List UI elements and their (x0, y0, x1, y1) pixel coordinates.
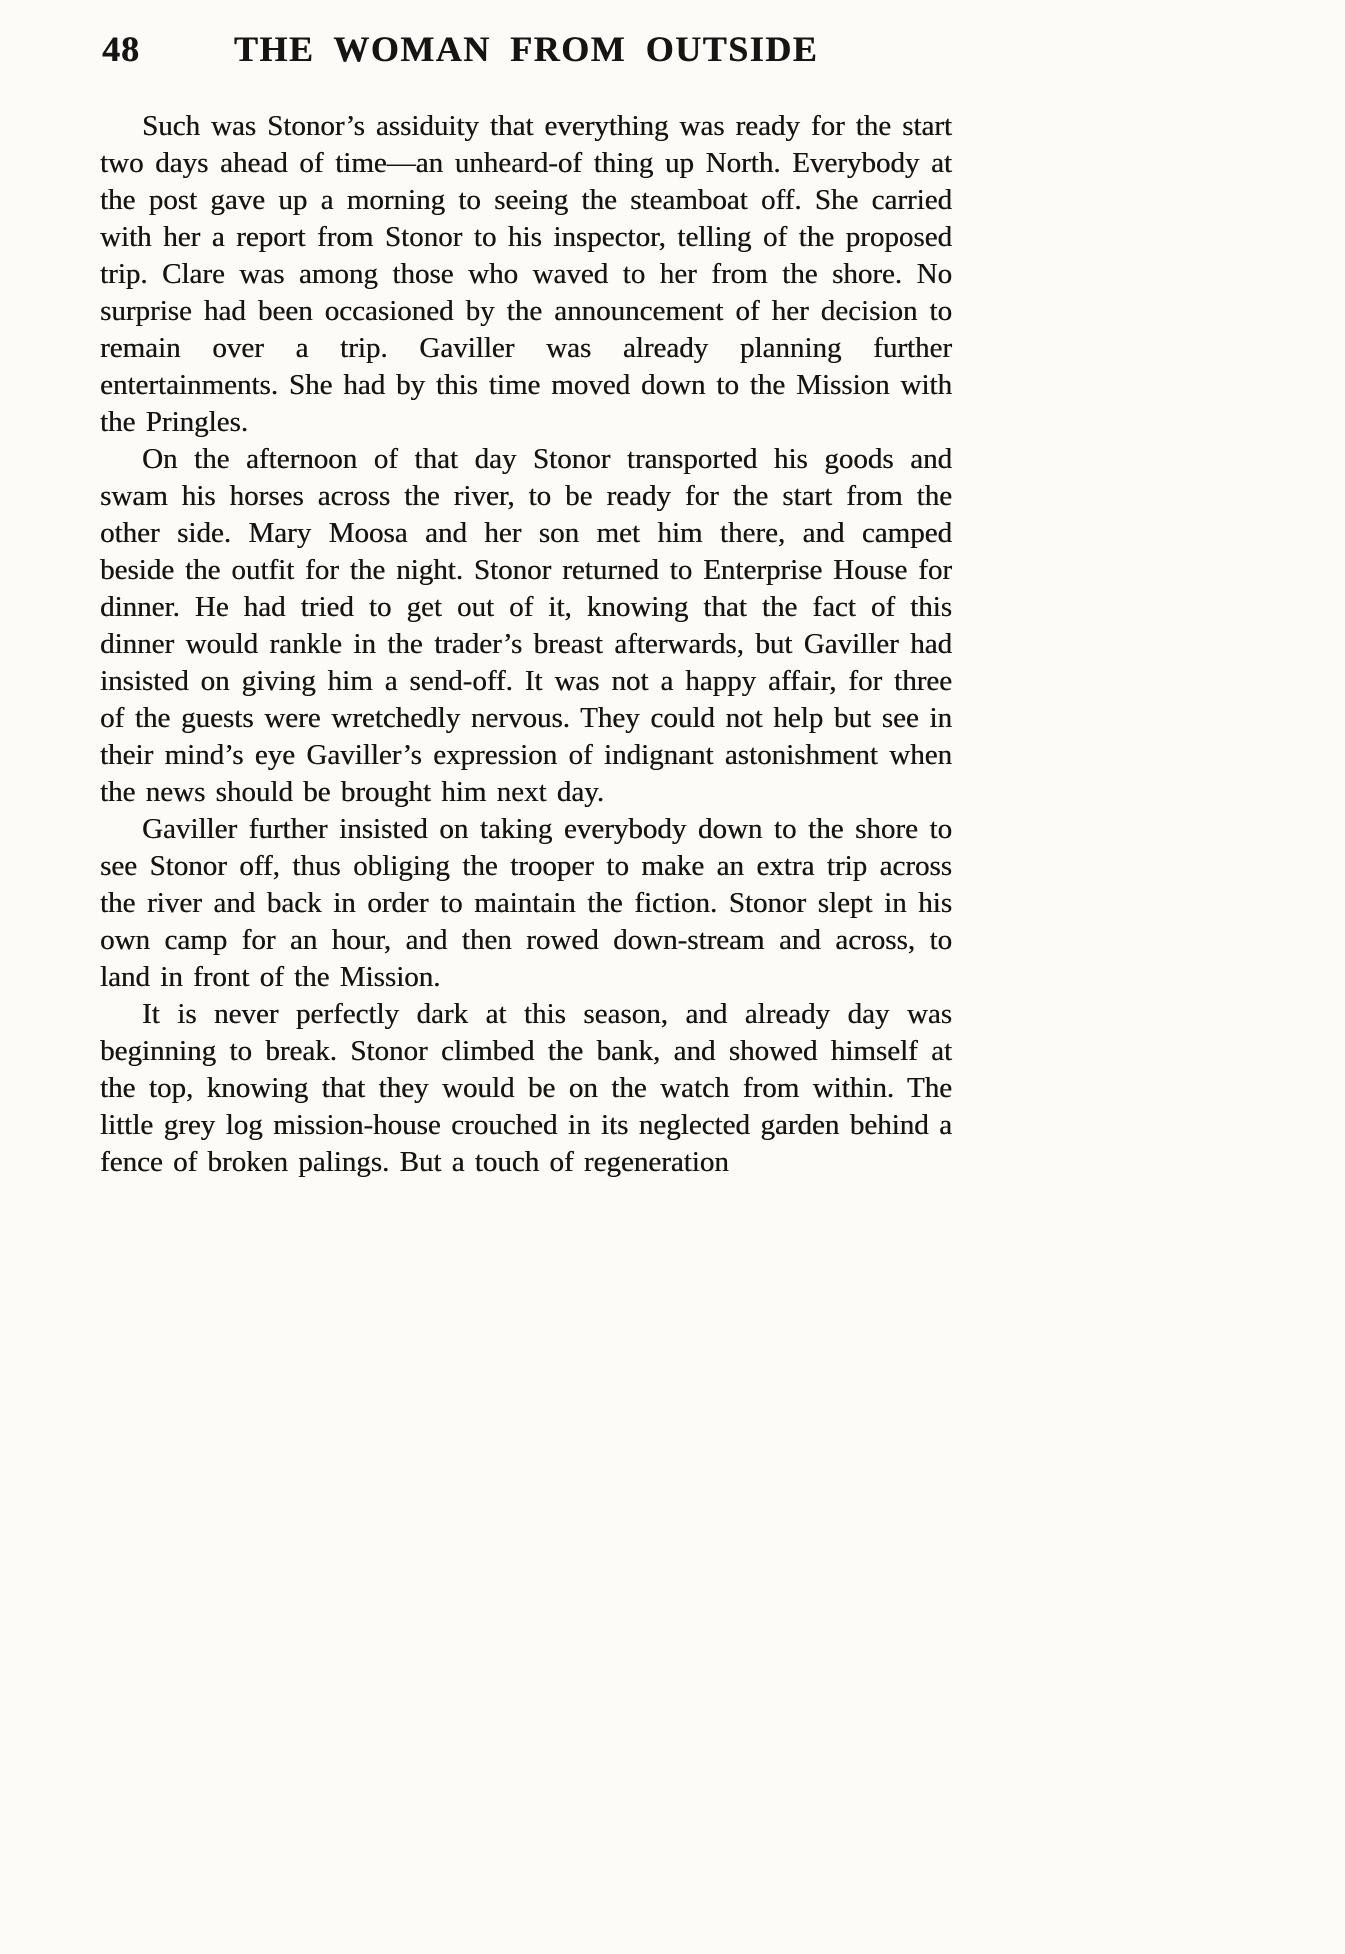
page-number: 48 (102, 29, 140, 69)
page-header (100, 28, 952, 80)
paragraph-4: It is never perfectly dark at this season, and already day was beginning to break. Stonor climbed the bank, and showed himself at the top, knowing that they would be on the watch from within. The little grey log mission-house crouched in its neglected garden behind a fence of broken palings. But a touch of regeneration (100, 998, 952, 1178)
paragraph-3: Gaviller further insisted on taking everybody down to the shore to see Stonor off, thus obliging the trooper to make an extra trip across the river and back in order to maintain the fiction. Stonor slept in his own camp for an hour, and then rowed down-stream and across, to land in front of the Mission. (100, 813, 952, 993)
paragraph-2: On the afternoon of that day Stonor transported his goods and swam his horses across the river, to be ready for the start from the other side. Mary Moosa and her son met him there, and camped beside the outfit for the night. Stonor returned to Enterprise House for dinner. He had tried to get out of it, knowing that the fact of this dinner would rankle in the trader’s breast afterwards, but Gaviller had insisted on giving him a send-off. It was not a happy affair, for three of the guests were wretchedly nervous. They could not help but see in their mind’s eye Gaviller’s expression of indignant astonishment when the news should be brought him next day. (100, 443, 952, 808)
running-title: THE WOMAN FROM OUTSIDE (233, 29, 819, 69)
paragraph-1: Such was Stonor’s assiduity that everything was ready for the start two days ahead of time—an unheard-of thing up North. Everybody at the post gave up a morning to seeing the steamboat off. She carried with her a report from Stonor to his inspector, telling of the proposed trip. Clare was among those who waved to her from the shore. No surprise had been occasioned by the announcement of her decision to remain over a trip. Gaviller was already planning further entertainments. She had by this time moved down to the Mission with the Pringles. (100, 110, 952, 438)
page-content (100, 28, 952, 1181)
body-text (100, 108, 952, 1181)
